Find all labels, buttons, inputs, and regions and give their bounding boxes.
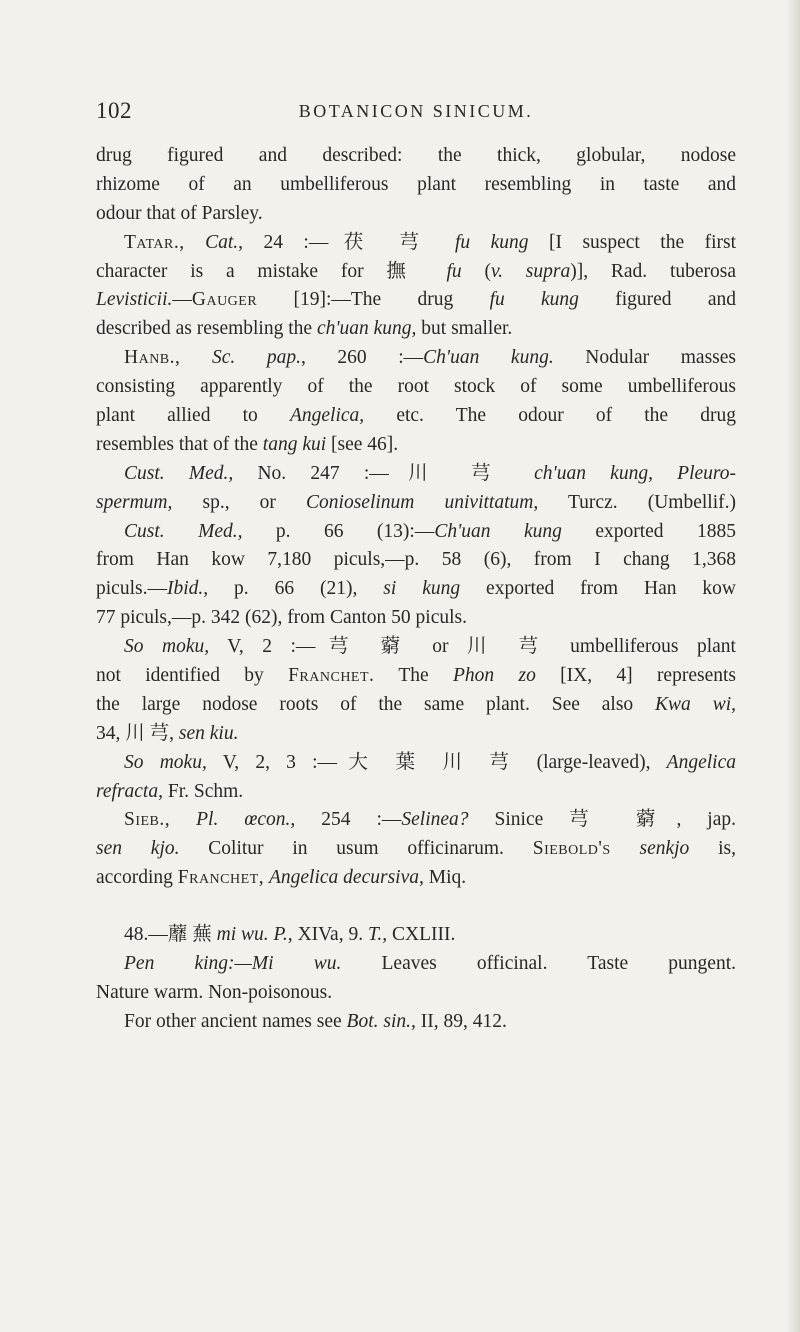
text-line: drug figured and described: the thick, globular, nodose bbox=[96, 145, 736, 166]
text-line: 34, 川 芎, sen kiu. bbox=[96, 722, 239, 744]
text-line: consisting apparently of the root stock of some umbelliferous bbox=[96, 376, 736, 398]
text-line: sen kjo. Colitur in usum officinarum. Siebold's senkjo is, bbox=[96, 838, 736, 860]
text-line: So moku, V, 2 :—芎 藭 or 川 芎 umbelliferous plant bbox=[124, 636, 736, 658]
text-line: not identified by Franchet. The Phon zo [IX, 4] represents bbox=[96, 665, 736, 687]
text-line: the large nodose roots of the same plant. See also Kwa wi, bbox=[96, 693, 736, 715]
text-line: Cust. Med., p. 66 (13):—Ch'uan kung exported 1885 bbox=[124, 520, 736, 542]
running-header bbox=[96, 98, 736, 128]
page-edge-shadow bbox=[786, 0, 800, 1332]
text-line: Nature warm. Non-poisonous. bbox=[96, 981, 333, 1003]
text-line: rhizome of an umbelliferous plant resembling in taste and bbox=[96, 173, 736, 195]
running-title: BOTANICON SINICUM. bbox=[298, 101, 534, 121]
entry-heading: 48.—蘼 蕪 mi wu. P., XIVa, 9. T., CXLIII. bbox=[124, 924, 456, 946]
text-line: Tatar., Cat., 24 :—茯 芎 fu kung [I suspect the first bbox=[124, 231, 737, 253]
text-line: odour that of Parsley. bbox=[96, 202, 263, 224]
page-number: 102 bbox=[96, 98, 132, 123]
text-line: So moku, V, 2, 3 :—大 葉 川 芎 (large-leaved), Angelica bbox=[124, 751, 736, 773]
text-line: Levisticii.—Gauger [19]:—The drug fu kung figured and bbox=[96, 289, 737, 311]
text-line: Sieb., Pl. œcon., 254 :—Selinea? Sinice 芎 藭, jap. bbox=[124, 809, 736, 831]
text-line: from Han kow 7,180 piculs,—p. 58 (6), from I chang 1,368 bbox=[96, 549, 736, 571]
page-body bbox=[96, 142, 736, 1037]
text-line: resembles that of the tang kui [see 46]. bbox=[96, 433, 399, 455]
text-line: 77 piculs,—p. 342 (62), from Canton 50 piculs. bbox=[96, 607, 468, 629]
text-line: refracta, Fr. Schm. bbox=[96, 780, 244, 802]
text-line: For other ancient names see Bot. sin., II, 89, 412. bbox=[124, 1010, 507, 1032]
text-line: Hanb., Sc. pap., 260 :—Ch'uan kung. Nodular masses bbox=[124, 347, 736, 369]
text-line: Pen king:—Mi wu. Leaves officinal. Taste pungent. bbox=[124, 953, 736, 975]
text-line: according Franchet, Angelica decursiva, Miq. bbox=[96, 867, 467, 889]
section-gap bbox=[96, 893, 736, 921]
text-line: Cust. Med., No. 247 :—川 芎 ch'uan kung, Pleuro- bbox=[124, 462, 736, 484]
text-line: described as resembling the ch'uan kung, but smaller. bbox=[96, 318, 513, 340]
text-line: character is a mistake for 撫 fu (v. supra)], Rad. tuberosa bbox=[96, 260, 737, 282]
text-line: piculs.—Ibid., p. 66 (21), si kung exported from Han kow bbox=[96, 578, 736, 600]
text-line: plant allied to Angelica, etc. The odour of the drug bbox=[96, 405, 736, 427]
text-line: spermum, sp., or Conioselinum univittatum, Turcz. (Umbellif.) bbox=[96, 491, 736, 513]
